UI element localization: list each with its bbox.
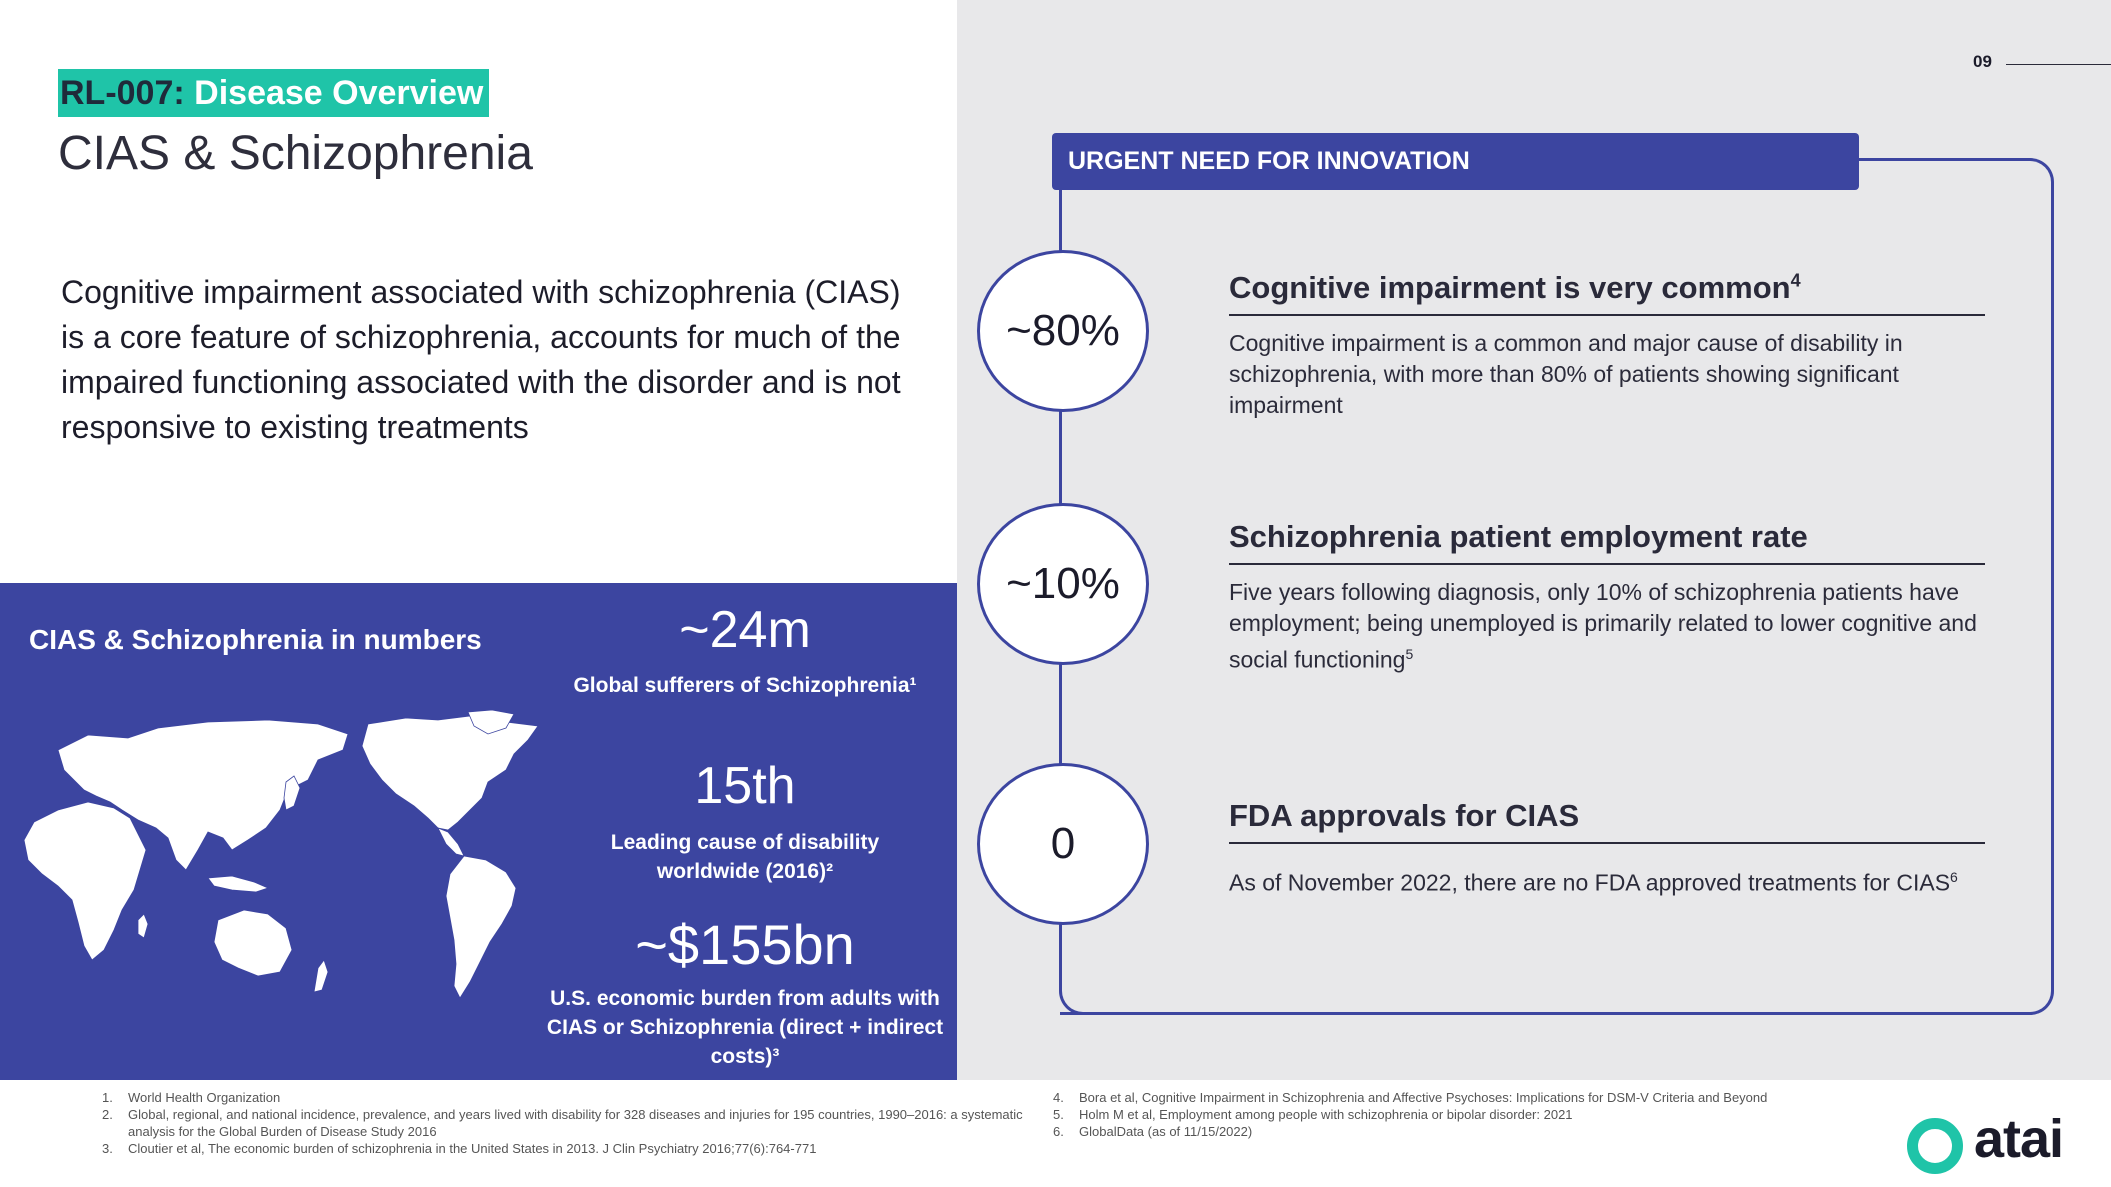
footnote-item [1053, 1106, 1913, 1123]
fact-employment-body [1229, 577, 1999, 676]
fact-employment-title-text: Schizophrenia patient employment rate [1229, 519, 1808, 554]
fact-circle-employment: ~10% [977, 503, 1149, 665]
fact-fda-ref: 6 [1950, 869, 1958, 885]
footnote-item [1053, 1123, 1913, 1140]
footnotes-left [102, 1089, 1032, 1157]
footnote-item [1053, 1089, 1913, 1106]
footnote-item [102, 1106, 1032, 1140]
footnote-item [102, 1089, 1032, 1106]
fact-fda-body-text: As of November 2022, there are no FDA approved treatments for CIAS [1229, 869, 1951, 896]
central-america-shape [438, 828, 464, 856]
fact-employment-body-text: Five years following diagnosis, only 10% of schizophrenia patients have employment; being unemployed is primarily related to lower cognitive and social functioning [1229, 579, 1977, 673]
stat-sufferers-value: ~24m [679, 601, 811, 659]
footnote-number: 1. [102, 1090, 113, 1105]
fact-circle-impairment: ~80% [977, 250, 1149, 412]
footnotes-right [1053, 1089, 1913, 1140]
footnote-text: Cloutier et al, The economic burden of schizophrenia in the United States in 2013. J Clin Psychiatry 2016;77(6):764-771 [128, 1141, 817, 1156]
africa-shape [24, 802, 146, 960]
footnote-number: 5. [1053, 1107, 1064, 1122]
stat-disability-value: 15th [694, 757, 796, 815]
page-subtitle: CIAS & Schizophrenia [58, 127, 533, 180]
stat-sufferers-label: Global sufferers of Schizophrenia¹ [573, 674, 917, 697]
intro-paragraph: Cognitive impairment associated with schizophrenia (CIAS) is a core feature of schizophrenia, accounts for much of the impaired functioning associated with the disorder and is not responsive to existing treatments [61, 274, 901, 445]
stat-burden-label: U.S. economic burden from adults with CIAS or Schizophrenia (direct + indirect costs)³ [546, 987, 944, 1068]
footnote-item [102, 1140, 1032, 1157]
fact-employment-title [1229, 519, 1985, 565]
new-zealand-shape [314, 960, 328, 992]
title-name: Disease Overview [194, 74, 484, 112]
stat-burden-value: ~$155bn [635, 913, 855, 976]
fact-employment-ref: 5 [1405, 646, 1414, 662]
fact-impairment-title [1229, 270, 1985, 316]
footnote-number: 6. [1053, 1124, 1064, 1139]
innovation-banner: URGENT NEED FOR INNOVATION [1052, 133, 1859, 190]
logo-ring-icon [1907, 1118, 1963, 1174]
south-america-shape [446, 856, 516, 998]
fact-circle-fda: 0 [977, 763, 1149, 925]
footnote-text: World Health Organization [128, 1090, 281, 1105]
fact-impairment-ref: 4 [1790, 270, 1801, 291]
page-title [58, 69, 489, 117]
north-america-shape [362, 716, 538, 830]
footnote-text: GlobalData (as of 11/15/2022) [1079, 1124, 1253, 1139]
title-code: RL-007: [60, 74, 185, 112]
page-number: 09 [1973, 52, 1992, 71]
indonesia-shape [208, 876, 268, 892]
fact-impairment-body [1229, 328, 1999, 421]
fact-impairment-title-text: Cognitive impairment is very common [1229, 270, 1791, 305]
page-number-rule [2006, 64, 2111, 65]
australia-shape [214, 910, 292, 976]
footnote-number: 4. [1053, 1090, 1064, 1105]
world-map-icon [18, 710, 548, 1010]
numbers-heading: CIAS & Schizophrenia in numbers [29, 624, 482, 655]
footnote-text: Global, regional, and national incidence, prevalence, and years lived with disability for 328 diseases and injuries for 195 countries, 1990–2016: a systematic analysis for the Global Burden of Disease Study 2016 [128, 1107, 1023, 1139]
fact-fda-body [1229, 862, 1999, 899]
fact-fda-title-text: FDA approvals for CIAS [1229, 798, 1580, 833]
stat-disability-label: Leading cause of disability worldwide (2016)² [610, 831, 880, 883]
footnote-text: Bora et al, Cognitive Impairment in Schizophrenia and Affective Psychoses: Implications for DSM-V Criteria and Beyond [1079, 1090, 1768, 1105]
fact-fda-title [1229, 798, 1985, 844]
footnote-text: Holm M et al, Employment among people with schizophrenia or bipolar disorder: 2021 [1079, 1107, 1573, 1122]
footnote-number: 3. [102, 1141, 113, 1156]
footnote-number: 2. [102, 1107, 113, 1122]
fact-impairment-body-text: Cognitive impairment is a common and major cause of disability in schizophrenia, with more than 80% of patients showing significant impairment [1229, 330, 1903, 418]
madagascar-shape [138, 914, 148, 938]
logo-text: atai [1974, 1109, 2064, 1169]
